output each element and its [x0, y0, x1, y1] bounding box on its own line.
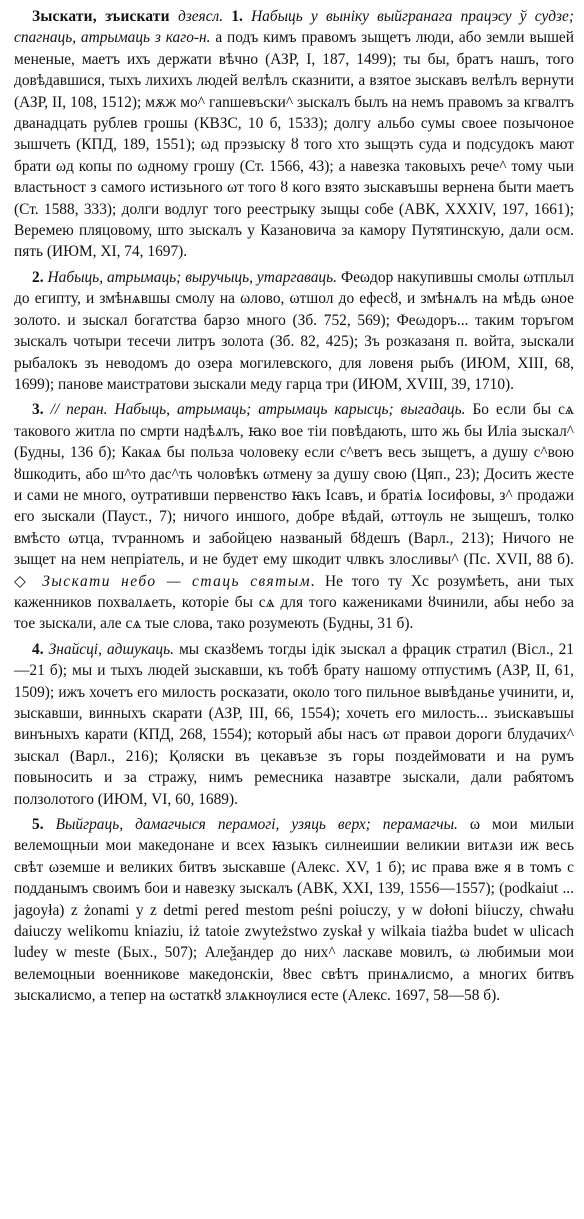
idiom-phrase: ◇ Зыскати небо — стаць святым.	[14, 572, 317, 590]
sense-citations: Феωдор накупившы смолы ωтплыл до египту, и змѣнѧвшы смолу на ωлово, ωтшол до ефесȣ, и змѣнѧлъ на мѣдь ωное золото. и зыскал богатства барзо много (Зб. 752, 569); Феωдоръ... таким торъгом зыскалъ чотыри тесечи литръ золота (Зб. 82, 425); Зъ розказаня п. войта, зыскали рыбалокъ зъ неводомъ до озера могилевского, для ловеня рыбъ (ИЮМ, XIII, 68, 1699); панове маистратови зыскали меду гарца три (ИЮМ, XVIII, 39, 1710).	[14, 268, 574, 393]
sense-definition: Набыць, атрымаць; выручыць, утаргаваць.	[47, 268, 337, 286]
sense-number: 1.	[231, 8, 243, 25]
sense-number: 5.	[32, 816, 44, 834]
sense-2	[14, 267, 574, 395]
idiom-citations: Не того ту Хс розумѣеть, ани тых каженников похвалѧеть, которіе бы сѧ для того кажениками ȣчинили, абы небо за тое зыскали, але сѧ тые слова, тако розумеють (Будны, 31 б).	[14, 572, 574, 633]
sense-definition: Знайсці, адшукаць.	[48, 640, 174, 658]
sense-5	[14, 814, 574, 1007]
sense-1	[14, 6, 574, 263]
grammar-label: дзеясл.	[177, 8, 224, 25]
sense-citations: ω мои милыи велемощныи мои македонане и всех ꙗзыкъ силнеишии великии витѧзи иж весь свѣт ωземше и великих битвъ зыскавше (Алекс. XV, 1 б); ис права вже я в томъ с подданымъ своимъ бои и навезку зыскалъ (АВК, XXI, 139, 1556—1557); (podkaiut ... jagoyła) z żonami y z detmi pered mestom pеśni poiuczy, y w dołoni biiuczy, chwału daiuczy welikomu kniaziu, iż tatoie zwyteżstwo zyskał y wilkaia tiażba budet w ulicach ludey w meste (Бых., 507); Алеѯандер до них^ ласкаве мовилъ, ω любимыи мои велемоцныи военникове македонскіи, ȣвес свѣтъ принѧлисмо, а многих битвъ зыскалисмо, а тепер на ωстаткȣ злѧкнѹлися есте (Алекс. 1697, 58—58 б).	[14, 816, 574, 1005]
sense-definition: Набыць у выніку выйгранага працэсу ў судзе; спагнаць, атрымаць з каго-н.	[14, 8, 574, 47]
sense-citations: мы сказȣемъ тогды ідік зыскал а фрацик стратил (Вісл., 21—21 б); мы и тыхъ людей зыскавши, къ тобѣ брату нашому отпустимъ (АЗР, II, 61, 1509); ижъ хочетъ его милость росказати, около того пильное вывѣданье учинити, и, зыскавши, винныхъ скарати (АЗР, III, 66, 1554); хочеть его милость... зъискавъшы винъныхъ карати (КПД, 268, 1554); который абы насъ ωт правои дороги блудачих^ зыскал (Варл., 216); Қоляски въ цекавъзе зъ горы поздеймовати и на румъ повыносить и за стражу, нимъ ремесника назавтре зыскали, дали рабятомъ ползолотого (ИЮМ, VI, 60, 1689).	[14, 640, 574, 808]
sense-citations: Бо если бы сѧ такового житла по смрти надѣѧлъ, ꙗко вое тіи повѣдають, што жь бы Иліа зыскал^ (Будны, 136 б); Какаѧ бы польза чоловеку если с^ветъ весь зыщетъ, а душу с^вою ȣшкодить, або ш^то дас^ть чоловѣкъ ωтмену за душу свою (Цяп., 23); Досить жесте и сами не много, оутративши первенство ꙗкъ Ісавъ, и братіѧ Іосифовы, з^ продажи его зыскали (Пауст., 7); ничого иншого, добре вѣдай, ωттѹль не зыщешъ, толко вмѣсто ωтца, тѵранномъ и забойцею названый бȣдешъ (Варл., 213); Ничого не зыщет на нем непріатель, и не будет ему шкодит члвкъ злосливы^ (Пс. XVII, 88 б).	[14, 401, 575, 569]
sense-number: 4.	[32, 640, 44, 658]
sense-4	[14, 639, 574, 810]
sense-number: 3.	[32, 401, 44, 419]
sense-definition: Выйграць, дамагчыся перамогі, узяць верх; перамагчы.	[55, 816, 458, 834]
sense-number: 2.	[32, 268, 44, 286]
sense-citations: а подъ кимъ правомъ зыщетъ люди, або земли вышей мененые, маетъ ихъ держати вѣчно (АЗР, I, 187, 1499); ты бы, братъ нашъ, того довѣдавшися, тыхъ лихихъ людей велѣлъ сказнити, а взятое зыскавъ велѣлъ вернути (АЗР, II, 108, 1512); мѫж мо^ гаnшевъски^ зыскалъ былъ на немъ правомъ за кгвалтъ дванадцать рублев грошы (КВЗС, 10 б, 1533); долгу альбо сумы своее позычоное зышчеть (КПД, 189, 1551); ωд прэзыску ȣ того хто зыщэть суда и подсудокъ мают брати ωд копы по ωдному грошу (Ст. 1566, 43); а навезка таковыхъ рече^ тому чыи властьност з самого истизьного ωт того ȣ кого взято зыскавъшы вернена быти маетъ (Ст. 1588, 333); долги водлуг того реестрыку зыщы собе (АВК, XXXIV, 197, 1661); Веремею пляцовому, што зыскалъ у Казановича за камору Путятинскую, дали осм. пять (ИЮМ, XI, 74, 1697).	[14, 29, 574, 261]
headword: Зыскати, зъискати	[32, 8, 170, 25]
sense-3	[14, 399, 574, 634]
sense-definition: // перан. Набыць, атрымаць; атрымаць карысць; выгадаць.	[50, 401, 466, 419]
